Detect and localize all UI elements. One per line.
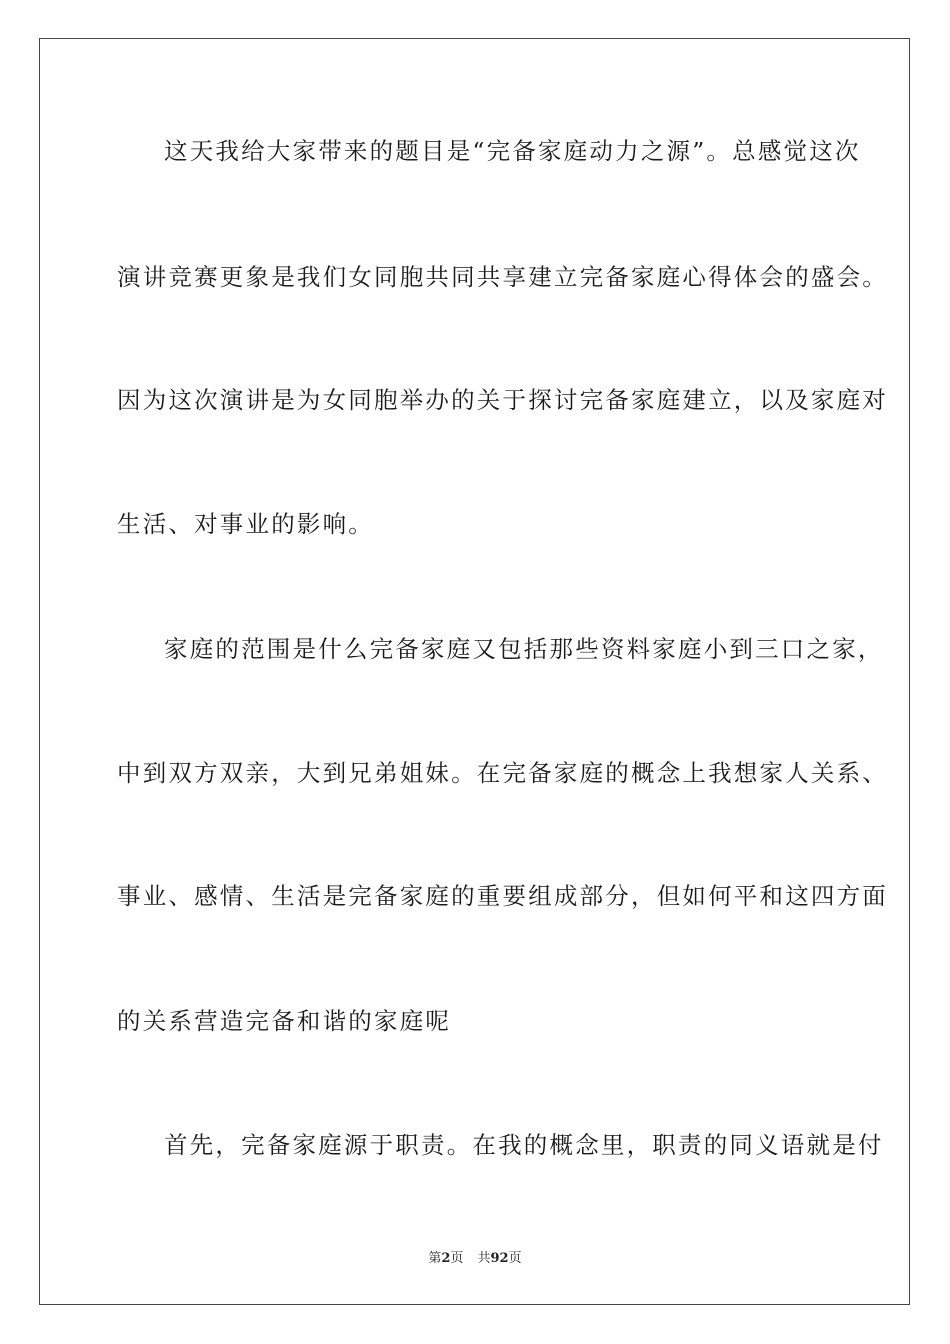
paragraph-line: 这天我给大家带来的题目是“完备家庭动力之源”。总感觉这次 xyxy=(164,137,861,165)
total-pages: 92 xyxy=(490,1251,509,1266)
paragraph-line: 中到双方双亲，大到兄弟姐妹。在完备家庭的概念上我想家人关系、 xyxy=(117,759,888,787)
paragraph-line: 事业、感情、生活是完备家庭的重要组成部分，但如何平和这四方面 xyxy=(117,882,888,910)
paragraph-line: 首先，完备家庭源于职责。在我的概念里，职责的同义语就是付 xyxy=(164,1131,884,1159)
page-border xyxy=(39,38,910,1305)
total-suffix: 页 xyxy=(508,1251,522,1266)
page-prefix: 第 xyxy=(428,1251,442,1266)
paragraph-line: 生活、对事业的影响。 xyxy=(117,510,374,538)
page-number: 2 xyxy=(441,1251,451,1266)
paragraph-line: 家庭的范围是什么完备家庭又包括那些资料家庭小到三口之家， xyxy=(164,635,884,663)
page-footer xyxy=(0,1247,950,1266)
paragraph-line: 演讲竞赛更象是我们女同胞共同共享建立完备家庭心得体会的盛会。 xyxy=(117,263,888,291)
page-suffix: 页 xyxy=(450,1251,464,1266)
paragraph-line: 的关系营造完备和谐的家庭呢 xyxy=(117,1007,452,1035)
total-prefix: 共 xyxy=(477,1251,491,1266)
paragraph-line: 因为这次演讲是为女同胞举办的关于探讨完备家庭建立，以及家庭对 xyxy=(117,386,888,414)
